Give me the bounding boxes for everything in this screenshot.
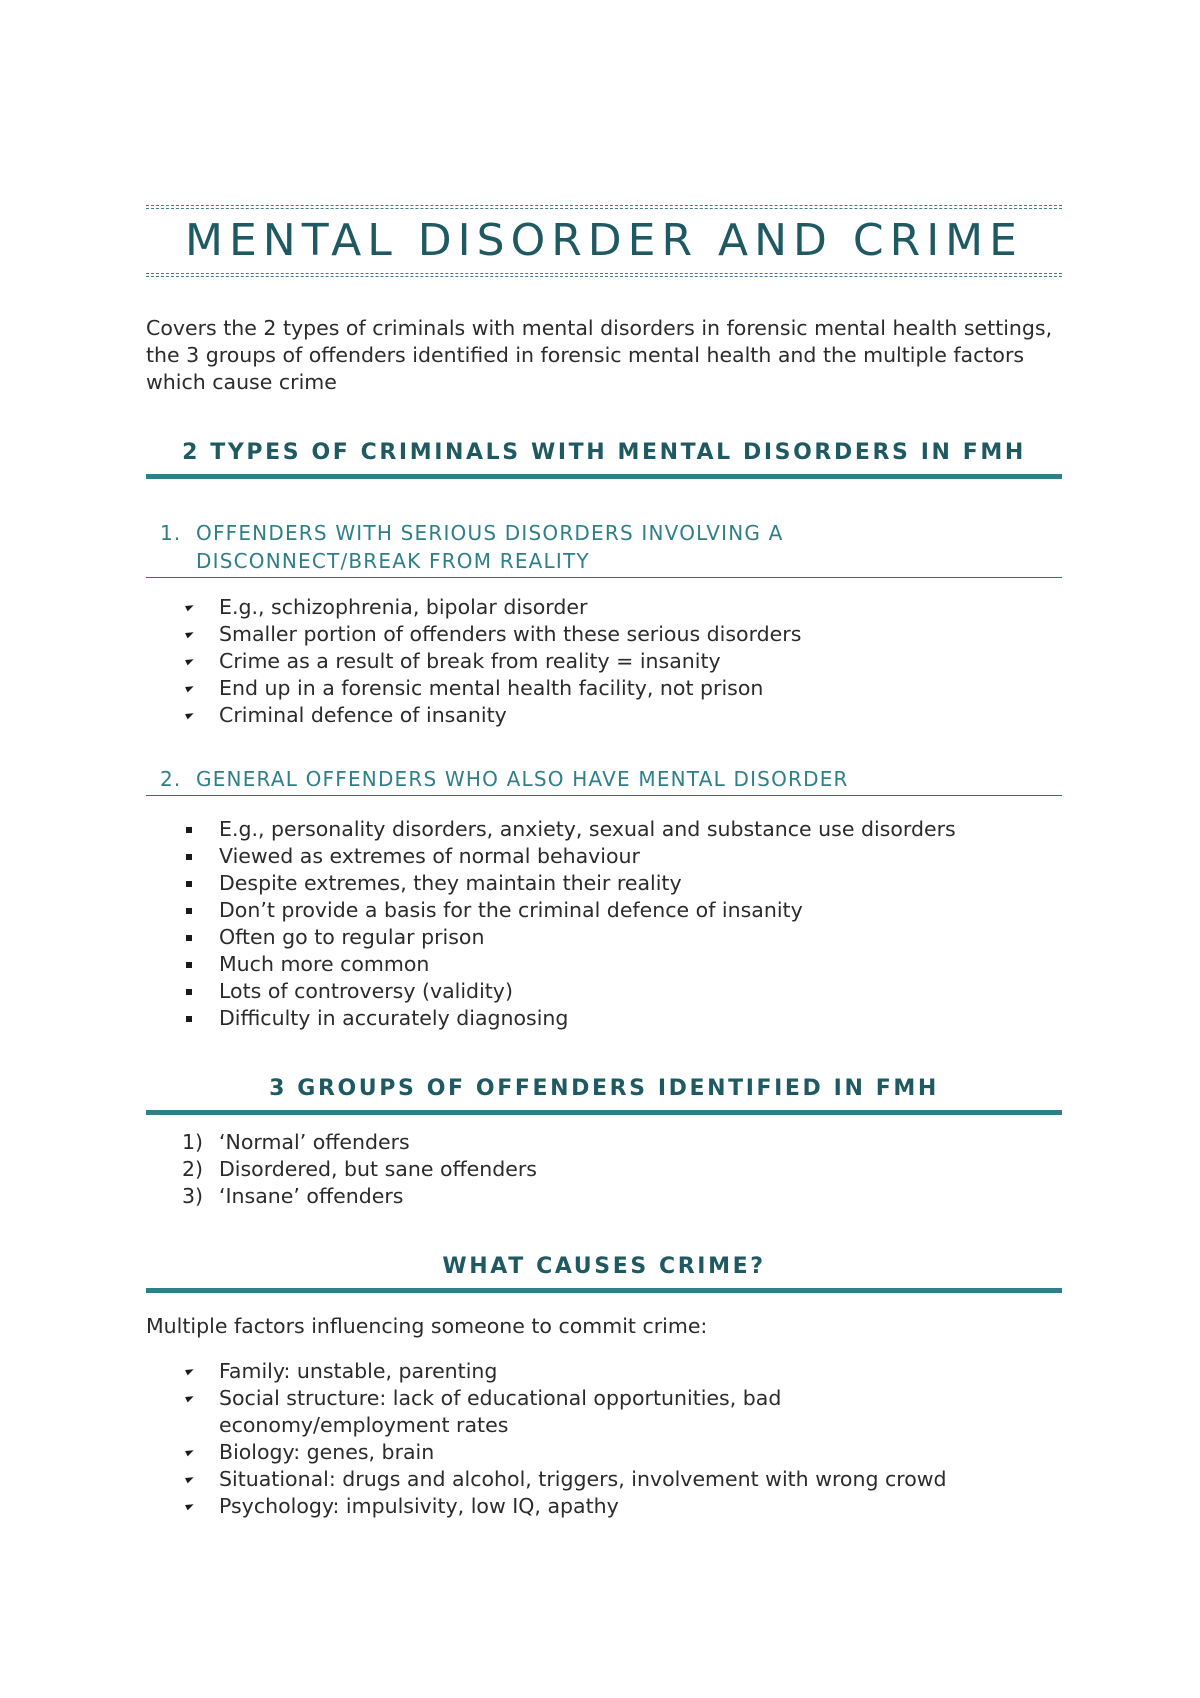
sub-heading-number: 2. [160, 767, 182, 791]
square-bullet-icon [186, 827, 192, 833]
title-bottom-rule [146, 273, 1062, 277]
square-bullet-icon [186, 935, 192, 941]
list-item: Smaller portion of offenders with these serious disorders [146, 621, 1062, 648]
arrow-bullet-icon [185, 657, 195, 666]
list-item: Family: unstable, parenting [146, 1358, 1062, 1385]
list-item: Despite extremes, they maintain their reality [146, 870, 1062, 897]
list-item: Often go to regular prison [146, 924, 1062, 951]
arrow-bullet-icon [185, 630, 195, 639]
document-page [146, 195, 1062, 1520]
list-item: 2) Disordered, but sane offenders [182, 1157, 537, 1181]
arrow-bullet-icon [185, 1502, 195, 1511]
general-offenders-list [146, 816, 1062, 1032]
list-item: Crime as a result of break from reality = insanity [146, 648, 1062, 675]
arrow-bullet-icon [185, 1367, 195, 1376]
section-heading-groups: 3 GROUPS OF OFFENDERS IDENTIFIED IN FMH [146, 1074, 1062, 1115]
title-block [146, 195, 1062, 289]
square-bullet-icon [186, 962, 192, 968]
arrow-bullet-icon [185, 1475, 195, 1484]
square-bullet-icon [186, 1016, 192, 1022]
list-item: Don’t provide a basis for the criminal defence of insanity [146, 897, 1062, 924]
square-bullet-icon [186, 908, 192, 914]
list-item: 3) ‘Insane’ offenders [182, 1184, 404, 1208]
sub-heading-text: OFFENDERS WITH SERIOUS DISORDERS INVOLVING A DISCONNECT/BREAK FROM REALITY [196, 521, 784, 573]
list-item: E.g., schizophrenia, bipolar disorder [146, 594, 1062, 621]
list-item: Difficulty in accurately diagnosing [146, 1005, 1062, 1032]
causes-lead-text: Multiple factors influencing someone to commit crime: [146, 1314, 708, 1338]
sub-heading-general-offenders [146, 765, 1062, 796]
list-item: E.g., personality disorders, anxiety, sexual and substance use disorders [146, 816, 1062, 843]
list-item: Lots of controversy (validity) [146, 978, 1062, 1005]
arrow-bullet-icon [185, 1448, 195, 1457]
list-item: 1) ‘Normal’ offenders [182, 1130, 410, 1154]
arrow-bullet-icon [185, 603, 195, 612]
sub-heading-number: 1. [160, 521, 182, 545]
list-item: Situational: drugs and alcohol, triggers, involvement with wrong crowd [146, 1466, 1062, 1493]
offender-groups-list [146, 1129, 1062, 1210]
causes-list [146, 1358, 1062, 1520]
list-item: Much more common [146, 951, 1062, 978]
list-item: Social structure: lack of educational opportunities, bad economy/employment rates [146, 1385, 1062, 1439]
section-heading-causes: WHAT CAUSES CRIME? [146, 1252, 1062, 1293]
sub-heading-serious-disorders [146, 519, 1062, 578]
square-bullet-icon [186, 881, 192, 887]
document-title: MENTAL DISORDER AND CRIME [185, 215, 1023, 266]
list-item: Criminal defence of insanity [146, 702, 1062, 729]
serious-disorders-list [146, 594, 1062, 729]
section-heading-types: 2 TYPES OF CRIMINALS WITH MENTAL DISORDERS IN FMH [146, 438, 1062, 479]
title-top-rule [146, 205, 1062, 209]
square-bullet-icon [186, 989, 192, 995]
arrow-bullet-icon [185, 711, 195, 720]
list-item: Viewed as extremes of normal behaviour [146, 843, 1062, 870]
list-item: End up in a forensic mental health facility, not prison [146, 675, 1062, 702]
sub-heading-text: GENERAL OFFENDERS WHO ALSO HAVE MENTAL DISORDER [196, 767, 849, 791]
intro-paragraph: Covers the 2 types of criminals with mental disorders in forensic mental health settings, the 3 groups of offenders identified in forensic mental health and the multiple factors which cause crime [146, 316, 1053, 394]
list-item: Psychology: impulsivity, low IQ, apathy [146, 1493, 1062, 1520]
list-item: Biology: genes, brain [146, 1439, 1062, 1466]
arrow-bullet-icon [185, 684, 195, 693]
arrow-bullet-icon [185, 1394, 195, 1403]
square-bullet-icon [186, 854, 192, 860]
